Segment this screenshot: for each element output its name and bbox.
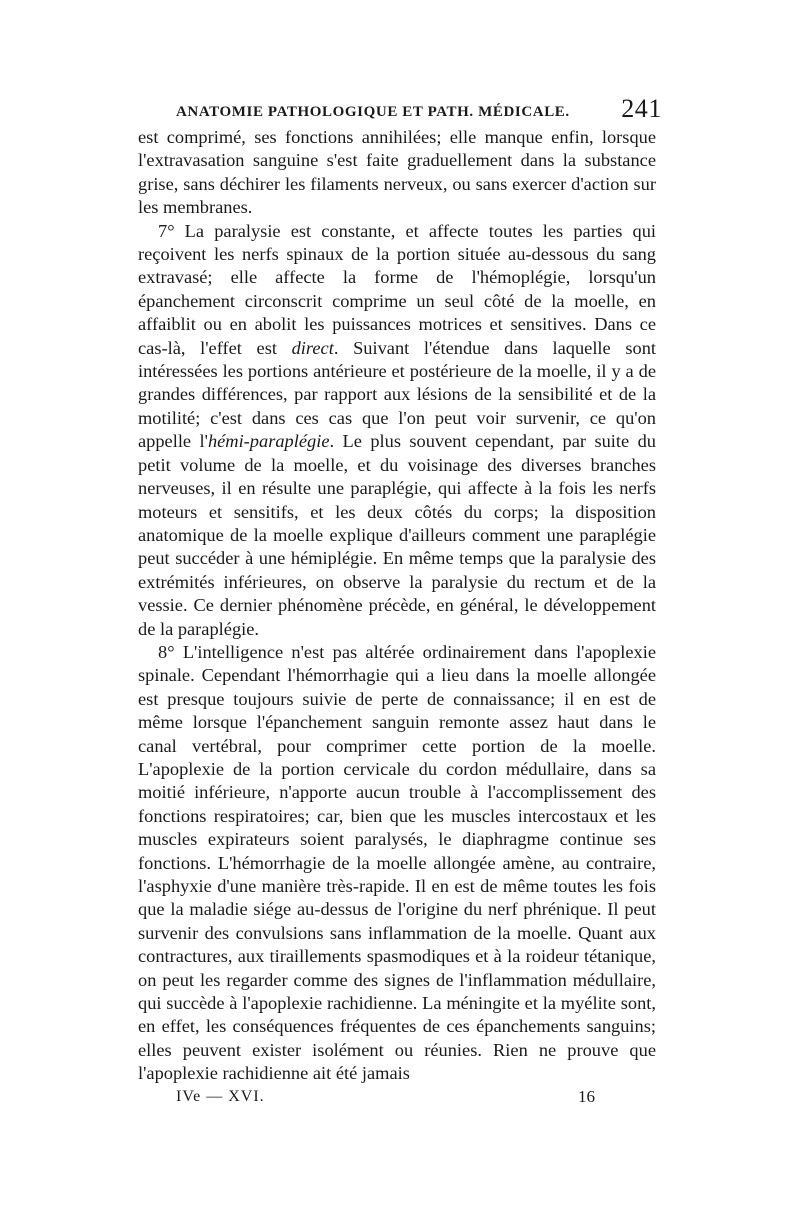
paragraph-continuation: est comprimé, ses fonctions annihilées; elle manque enfin, lorsque l'extravasation sanguine s'est faite graduellement dans la substance grise, sans déchirer les filaments nerveux, ou sans exercer d'action sur les membranes. [138, 127, 656, 218]
paragraph-7-part-3: . Le plus souvent cependant, par suite du petit volume de la moelle, et du voisinage des diverses branches nerveuses, il en résulte une paraplégie, qui affecte à la fois les nerfs moteurs et sensitifs, et les deux côtés du corps; la disposition anatomique de la moelle explique d'ailleurs comment une paraplégie peut succéder à une hémiplégie. En même temps que la paralysie des extrémités inférieures, on observe la paralysie du rectum et de la vessie. Ce dernier phénomène précède, en général, le développement de la paraplégie. [138, 431, 656, 639]
paragraph-7-part-2: . Suivant l'étendue dans laquelle sont intéressées les portions antérieure et postérieure de la moelle, il y a de grandes différences, par rapport aux lésions de la sensibilité et de la motilité; c'est dans ces cas que l'on peut voir survenir, ce qu'on appelle l' [138, 337, 656, 452]
book-page [138, 92, 662, 1110]
page-number: 241 [621, 94, 662, 123]
italic-direct: direct [291, 337, 334, 358]
page-footer [138, 1086, 656, 1110]
paragraph-7 [138, 220, 656, 641]
body-text [138, 126, 656, 1086]
running-title: ANATOMIE PATHOLOGIQUE ET PATH. MÉDICALE. [176, 104, 570, 120]
paragraph-8: 8° L'intelligence n'est pas altérée ordinairement dans l'apoplexie spinale. Cependant l'hémorrhagie qui a lieu dans la moelle allongée est presque toujours suivie de perte de connaissance; il en est de même lorsque l'épanchement sanguin remonte assez haut dans le canal vertébral, pour comprimer cette portion de la moelle. L'apoplexie de la portion cervicale du cordon médullaire, dans sa moitié inférieure, n'apporte aucun trouble à l'accomplissement des fonctions respiratoires; car, bien que les muscles intercostaux et les muscles expirateurs soient paralysés, le diaphragme continue ses fonctions. L'hémorrhagie de la moelle allongée amène, au contraire, l'asphyxie d'une manière très-rapide. Il en est de même toutes les fois que la maladie siége au-dessus de l'origine du nerf phrénique. Il peut survenir des convulsions sans inflammation de la moelle. Quant aux contractures, aux tiraillements spasmodiques et à la roideur tétanique, on peut les regarder comme des signes de l'inflammation médullaire, qui succède à l'apoplexie rachidienne. La méningite et la myélite sont, en effet, les conséquences fréquentes de ces épanchements sanguins; elles peuvent exister isolément ou réunies. Rien ne prouve que l'apoplexie rachidienne ait été jamais [138, 641, 656, 1084]
paragraph-7-part-1: 7° La paralysie est constante, et affecte toutes les parties qui reçoivent les nerfs spinaux de la portion située au-dessous du sang extravasé; elle affecte la forme de l'hémoplégie, lorsqu'un épanchement circonscrit comprime un seul côté de la moelle, en affaiblit ou en abolit les puissances motrices et sensitives. Dans ce cas-là, l'effet est [138, 220, 656, 358]
signature-mark: IVe — XVI. [176, 1087, 265, 1105]
folio-number: 16 [578, 1086, 595, 1106]
italic-hemi-paraplegie: hémi-paraplégie [207, 431, 330, 452]
running-head [138, 92, 662, 126]
